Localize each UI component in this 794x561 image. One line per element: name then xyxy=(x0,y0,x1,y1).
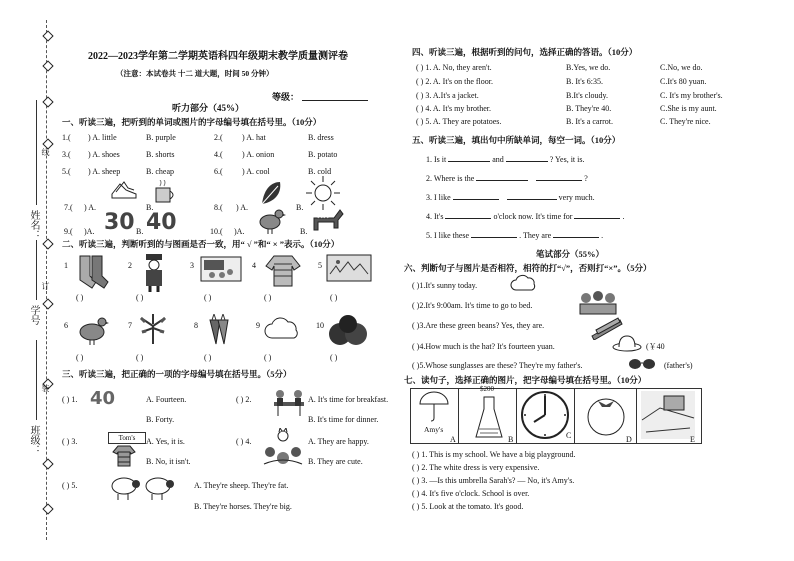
binding-mark xyxy=(42,96,53,107)
s2-paren-10: ( ) xyxy=(330,353,338,362)
s4-title: 四、听读三遍，根据听到的问句，选择正确的答语。（10分） xyxy=(412,47,638,57)
s2-n5: 5 xyxy=(318,261,322,270)
binding-mark xyxy=(42,458,53,469)
written-part-title: 笔试部分（55%） xyxy=(536,249,605,259)
s7-divider xyxy=(636,388,637,443)
s4-r3-b: B.It's cloudy. xyxy=(566,91,609,100)
s4-r2-a: ( ) 2. A. It's on the floor. xyxy=(416,77,493,86)
s4-r3-a: ( ) 3. A.It's a jacket. xyxy=(416,91,479,100)
shoes-icon xyxy=(110,180,138,202)
s4-r3-c: C. It's my brother's. xyxy=(660,91,723,100)
s1-q8-paren: 8.( xyxy=(214,203,223,212)
s7-letter-a: A xyxy=(450,435,456,444)
s3-title: 三、听读三遍，把正确的一项的字母编号填在括号里。（5分） xyxy=(62,369,292,379)
s1-q9-b-label: B. xyxy=(136,227,144,236)
s7-divider xyxy=(574,388,575,443)
s1-q2-a: ) A. hat xyxy=(242,133,266,142)
s1-q1-a: ) A. little xyxy=(88,133,117,142)
s1-q6-b: B. cold xyxy=(308,167,332,176)
s4-r1-a: ( ) 1. A. No, they aren't. xyxy=(416,63,492,72)
playground-icon xyxy=(326,254,372,282)
grade-blank xyxy=(302,100,368,101)
binding-strip xyxy=(0,0,56,561)
s2-title: 二、听读三遍，判断听到的与图画是否一致，用“ √ ”和“ × ”表示。（10分） xyxy=(62,239,340,249)
socks-icon xyxy=(76,254,110,290)
glasses-icon xyxy=(628,358,656,370)
s1-q3-paren: 3.( xyxy=(62,150,71,159)
s1-q5-a: ) A. sheep xyxy=(88,167,121,176)
dress-price: $200 xyxy=(480,385,494,393)
s2-n6: 6 xyxy=(64,321,68,330)
s1-q2-b: B. dress xyxy=(308,133,334,142)
s5-l1-t1: 1. Is it xyxy=(426,155,447,164)
s7-letter-e: E xyxy=(690,435,695,444)
s3-q2-paren: ( ) 2. xyxy=(236,395,252,404)
cloud-icon xyxy=(264,316,302,342)
binding-mark xyxy=(42,238,53,249)
s2-paren-2: ( ) xyxy=(136,293,144,302)
s6-q1: ( )1.It's sunny today. xyxy=(412,281,478,290)
cloud-icon xyxy=(510,274,536,292)
s6-father-tag: (father's) xyxy=(664,361,693,370)
s2-n3: 3 xyxy=(190,261,194,270)
s1-q6-paren: 6.( xyxy=(214,167,223,176)
s1-q3-a: ) A. shoes xyxy=(88,150,120,159)
s7-divider xyxy=(458,388,459,443)
s1-q5-paren: 5.( xyxy=(62,167,71,176)
s5-blank[interactable] xyxy=(471,237,517,238)
leaf-icon xyxy=(258,180,284,206)
s5-l1-t3: ? Yes, it is. xyxy=(549,155,585,164)
s1-q6-a: ) A. cool xyxy=(242,167,270,176)
s5-blank[interactable] xyxy=(507,199,557,200)
s5-l3 xyxy=(426,194,595,202)
s1-q8-a-label: ) A. xyxy=(236,203,248,212)
hen-icon xyxy=(256,206,286,234)
s4-r4-c: C.She is my aunt. xyxy=(660,104,717,113)
s4-r2-c: C.It's 80 yuan. xyxy=(660,77,707,86)
s7-q2: ( ) 2. The white dress is very expensive. xyxy=(412,463,540,472)
s4-r4-a: ( ) 4. A. It's my brother. xyxy=(416,104,491,113)
s1-q4-b: B. potato xyxy=(308,150,338,159)
s1-q3-b: B. shorts xyxy=(146,150,175,159)
s7-letter-b: B xyxy=(508,435,514,444)
s5-blank[interactable] xyxy=(536,180,582,181)
clock-icon xyxy=(520,390,570,440)
umbrella-icon xyxy=(418,390,450,422)
s2-n9: 9 xyxy=(256,321,260,330)
s6-q3: ( )3.Are these green beans? Yes, they are. xyxy=(412,321,545,330)
s1-q4-paren: 4.( xyxy=(214,150,223,159)
sweater-icon xyxy=(112,444,136,468)
s3-q5-a: A. They're sheep. They're fat. xyxy=(194,481,289,490)
s7-q5: ( ) 5. Look at the tomato. It's good. xyxy=(412,502,524,511)
s2-paren-9: ( ) xyxy=(264,353,272,362)
policeman-icon xyxy=(140,252,168,292)
playground-icon xyxy=(640,390,696,440)
s7-letter-c: C xyxy=(566,431,572,440)
s5-blank[interactable] xyxy=(476,180,528,181)
number-30: 30 xyxy=(104,210,135,235)
s3-q3-b: B. No, it isn't. xyxy=(146,457,191,466)
number-40: 40 xyxy=(146,210,177,235)
sheep-icon xyxy=(108,474,178,500)
toms-tag: Tom's xyxy=(108,432,146,444)
s3-q1-a: A. Fourteen. xyxy=(146,395,187,404)
s1-q4-a: ) A. onion xyxy=(242,150,275,159)
s1-q2-paren: 2.( xyxy=(214,133,223,142)
s1-q8-b-label: B. xyxy=(296,203,304,212)
sweater-icon xyxy=(264,254,302,288)
cat-icon xyxy=(262,428,304,468)
s1-q10-paren: 10.( xyxy=(210,227,223,236)
amy-label: Amy's xyxy=(424,425,444,434)
s5-l5-t1: 5. I like these xyxy=(426,231,470,240)
hen-icon xyxy=(76,314,110,346)
family-icon xyxy=(272,386,306,416)
s4-r2-b: B. It's 6:35. xyxy=(566,77,603,86)
name-blank xyxy=(36,100,37,205)
s2-n2: 2 xyxy=(128,261,132,270)
binding-mark xyxy=(42,30,53,41)
s1-q7-b-label: B. xyxy=(146,203,154,212)
s7-letter-d: D xyxy=(626,435,632,444)
s2-paren-1: ( ) xyxy=(76,293,84,302)
s1-q7-paren: 7.( xyxy=(64,203,73,212)
listening-part-title: 听力部分（45%） xyxy=(172,103,245,113)
s6-q4: ( )4.How much is the hat? It's fourteen yuan. xyxy=(412,342,555,351)
s1-q7-a-label: ) A. xyxy=(84,203,96,212)
s7-divider xyxy=(516,388,517,443)
s4-r5-c: C. They're nice. xyxy=(660,117,711,126)
classroom-icon xyxy=(200,256,242,282)
binding-mark-xian: 线 xyxy=(41,148,50,156)
sun-icon xyxy=(306,176,340,210)
s4-r5-a: ( ) 5. A. They are potatoes. xyxy=(416,117,502,126)
s5-blank[interactable] xyxy=(448,161,490,162)
s5-blank[interactable] xyxy=(506,161,548,162)
hat-icon xyxy=(612,334,642,352)
s5-l2-t3: ? xyxy=(584,174,588,183)
s5-l4-t1: 4. It's xyxy=(426,212,444,221)
s3-q5-b: B. They're horses. They're big. xyxy=(194,502,292,511)
s2-paren-8: ( ) xyxy=(204,353,212,362)
s3-q1-b: B. Forty. xyxy=(146,415,175,424)
family-icon xyxy=(578,290,618,316)
s4-r1-b: B.Yes, we do. xyxy=(566,63,611,72)
tomato-icon xyxy=(584,393,628,437)
apples-icon xyxy=(326,314,370,348)
s5-l1 xyxy=(426,156,584,164)
s2-paren-5: ( ) xyxy=(330,293,338,302)
binding-mark-ding: 订 xyxy=(41,282,50,290)
number-blank xyxy=(36,240,37,300)
exam-note: （注意：本试卷共 十二 道大题，时间 50 分钟） xyxy=(116,69,274,78)
s4-r1-c: C.No, we do. xyxy=(660,63,703,72)
s6-price-tag: (￥40 xyxy=(646,342,665,351)
s1-q1-b: B. purple xyxy=(146,133,176,142)
s1-title: 一、听读三遍，把听到的单词或图片的字母编号填在括号里。（10分） xyxy=(62,117,322,127)
s7-title: 七、读句子，选择正确的图片，把字母编号填在括号里。（10分） xyxy=(404,375,647,385)
s3-q3-paren: ( ) 3. xyxy=(62,437,78,446)
dress-icon xyxy=(474,395,504,439)
s5-l4-t3: . xyxy=(622,212,625,221)
s3-q5-paren: ( ) 5. xyxy=(62,481,78,490)
s3-q4-a: A. They are happy. xyxy=(308,437,369,446)
binding-mark-zhuang: 装 xyxy=(41,384,50,392)
carrots-icon xyxy=(204,314,232,346)
s1-q9-paren: 9.( xyxy=(64,227,73,236)
binding-mark xyxy=(42,503,53,514)
s5-l1-t2: and xyxy=(492,155,504,164)
horse-icon xyxy=(310,208,344,234)
s3-q4-paren: ( ) 4. xyxy=(236,437,252,446)
s5-l4 xyxy=(426,213,624,221)
s5-blank[interactable] xyxy=(445,218,491,219)
exam-title: 2022—2023学年第二学期英语科四年级期末教学质量测评卷 xyxy=(88,51,348,62)
number-label: 学号 xyxy=(28,305,39,325)
s5-l5-t3: . xyxy=(601,231,604,240)
tree-icon xyxy=(138,314,168,344)
s1-q10-b-label: B. xyxy=(300,227,308,236)
s2-n8: 8 xyxy=(194,321,198,330)
s2-paren-7: ( ) xyxy=(136,353,144,362)
s3-q2-b: B. It's time for dinner. xyxy=(308,415,379,424)
s6-q2: ( )2.It's 9:00am. It's time to go to bed. xyxy=(412,301,533,310)
s7-q1: ( ) 1. This is my school. We have a big playground. xyxy=(412,450,576,459)
s6-title: 六、判断句子与图片是否相符，相符的打“√”，否则打“×”。（5分） xyxy=(404,263,652,273)
s7-q3: ( ) 3. —Is this umbrella Sarah's? — No, it's Amy's. xyxy=(412,476,575,485)
name-label: 姓名： xyxy=(28,210,39,240)
s1-q10-a-label: )A. xyxy=(234,227,245,236)
class-label: 班级： xyxy=(28,425,39,455)
s5-l3-t3: very much. xyxy=(558,193,595,202)
s3-q1-paren: ( ) 1. xyxy=(62,395,78,404)
binding-mark xyxy=(42,60,53,71)
s5-l5-t2: . They are xyxy=(519,231,552,240)
s2-n1: 1 xyxy=(64,261,68,270)
s1-q9-a-label: )A. xyxy=(84,227,95,236)
s2-paren-6: ( ) xyxy=(76,353,84,362)
s5-title: 五、听读三遍，填出句中所缺单词，每空一词。（10分） xyxy=(412,135,621,145)
s5-l2 xyxy=(426,175,588,183)
s4-r4-b: B. They're 40. xyxy=(566,104,612,113)
s2-paren-4: ( ) xyxy=(264,293,272,302)
s5-blank[interactable] xyxy=(553,237,599,238)
s7-q4: ( ) 4. It's five o'clock. School is over. xyxy=(412,489,530,498)
binding-mark xyxy=(42,298,53,309)
s5-l3-t1: 3. I like xyxy=(426,193,451,202)
number-40-blocks: 40 xyxy=(90,388,116,409)
s2-n10: 10 xyxy=(316,321,324,330)
s6-q5: ( )5.Whose sunglasses are these? They're my father's. xyxy=(412,361,583,370)
s4-r5-b: B. It's a carrot. xyxy=(566,117,613,126)
grade-label: 等级： xyxy=(272,92,300,102)
s2-paren-3: ( ) xyxy=(204,293,212,302)
s2-n4: 4 xyxy=(252,261,256,270)
s5-l5 xyxy=(426,232,603,240)
s3-q2-a: A. It's time for breakfast. xyxy=(308,395,389,404)
s5-l4-t2: o'clock now. It's time for xyxy=(493,212,573,221)
s3-q3-a: A. Yes, it is. xyxy=(146,437,185,446)
s2-n7: 7 xyxy=(128,321,132,330)
s1-q1-paren: 1.( xyxy=(62,133,71,142)
s5-blank[interactable] xyxy=(453,199,499,200)
s1-q5-b: B. cheap xyxy=(146,167,174,176)
cup-icon xyxy=(152,180,178,204)
s5-l2-t1: 2. Where is the xyxy=(426,174,475,183)
s3-q4-b: B. They are cute. xyxy=(308,457,363,466)
class-blank xyxy=(36,340,37,420)
s5-blank[interactable] xyxy=(574,218,620,219)
